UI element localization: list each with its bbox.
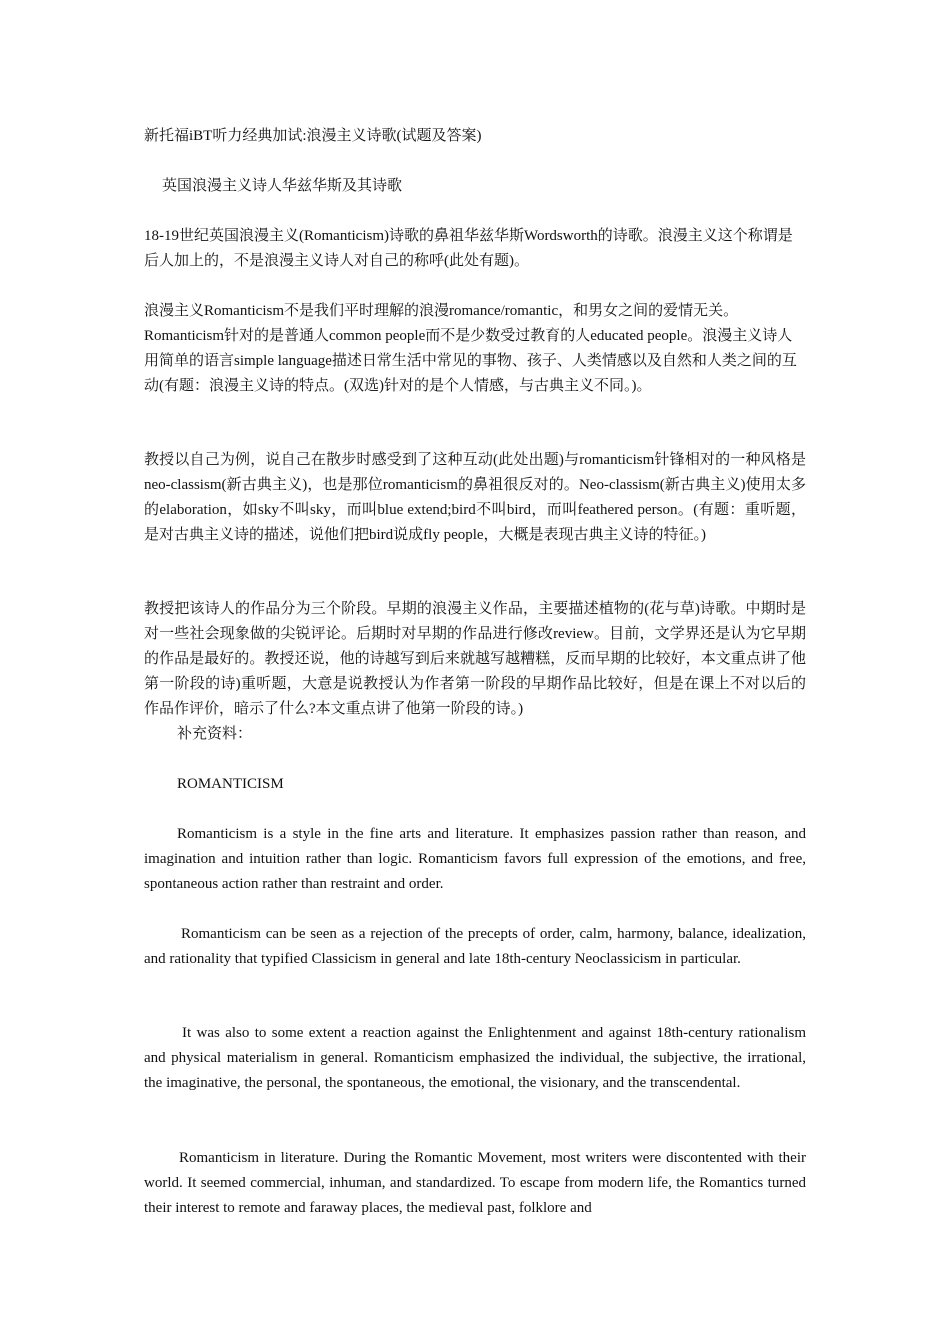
section-heading: ROMANTICISM <box>177 776 284 792</box>
paragraph-neoclassism: 教授以自己为例，说自己在散步时感受到了这种互动(此处出题)与romanticism针锋相对的一种风格是neo-classism(新古典主义)，也是那位romanticism的鼻祖很反对的。Neo-classism(新古典主义)使用太多的elaboration，如sky不叫sky，而叫blue extend;bird不叫bird，而叫feathered person。(有题：重听题，是对古典主义诗的描述，说他们把bird说成fly people，大概是表现古典主义诗的特征。) <box>144 452 806 543</box>
english-paragraph-2: Romanticism can be seen as a rejection of the precepts of order, calm, harmony, balance, idealization, and rationality that typified Classicism in general and late 18th-century Neoclassicism in particular. <box>144 926 806 967</box>
paragraph-stages: 教授把该诗人的作品分为三个阶段。早期的浪漫主义作品，主要描述植物的(花与草)诗歌。中期时是对一些社会现象做的尖锐评论。后期时对早期的作品进行修改review。目前，文学界还是认为它早期的作品是最好的。教授还说，他的诗越写到后来就越写越糟糕，反而早期的比较好，本文重点讲了他第一阶段的诗)重听题，大意是说教授认为作者第一阶段的早期作品比较好，但是在课上不对以后的作品作评价，暗示了什么?本文重点讲了他第一阶段的诗。) <box>144 601 806 717</box>
paragraph-origin: 18-19世纪英国浪漫主义(Romanticism)诗歌的鼻祖华兹华斯Wordsworth的诗歌。浪漫主义这个称谓是后人加上的，不是浪漫主义诗人对自己的称呼(此处有题)。 <box>144 228 793 269</box>
document-subtitle: 英国浪漫主义诗人华兹华斯及其诗歌 <box>162 178 403 194</box>
document-title: 新托福iBT听力经典加试:浪漫主义诗歌(试题及答案) <box>144 128 482 144</box>
paragraph-definition: 浪漫主义Romanticism不是我们平时理解的浪漫romance/romantic，和男女之间的爱情无关。Romanticism针对的是普通人common people而不是少数受过教育的人educated people。浪漫主义诗人用简单的语言simple language描述日常生活中常见的事物、孩子、人类情感以及自然和人类之间的互动(有题：浪漫主义诗的特点。(双选)针对的是个人情感，与古典主义不同。)。 <box>144 303 797 394</box>
english-paragraph-1: Romanticism is a style in the fine arts and literature. It emphasizes passion rather than reason, and imagination and intuition rather than logic. Romanticism favors full expression of the emotions, and free, spontaneous action rather than restraint and order. <box>144 826 806 892</box>
english-paragraph-4: Romanticism in literature. During the Romantic Movement, most writers were discontented with their world. It seemed commercial, inhuman, and standardized. To escape from modern life, the Romantics turned their interest to remote and faraway places, the medieval past, folklore and <box>144 1150 806 1216</box>
supplement-label: 补充资料： <box>177 726 253 742</box>
english-paragraph-3: It was also to some extent a reaction against the Enlightenment and against 18th-century rationalism and physical materialism in general. Romanticism emphasized the individual, the subjective, the irrational, the imaginative, the personal, the spontaneous, the emotional, the visionary, and the transcendental. <box>144 1025 806 1091</box>
